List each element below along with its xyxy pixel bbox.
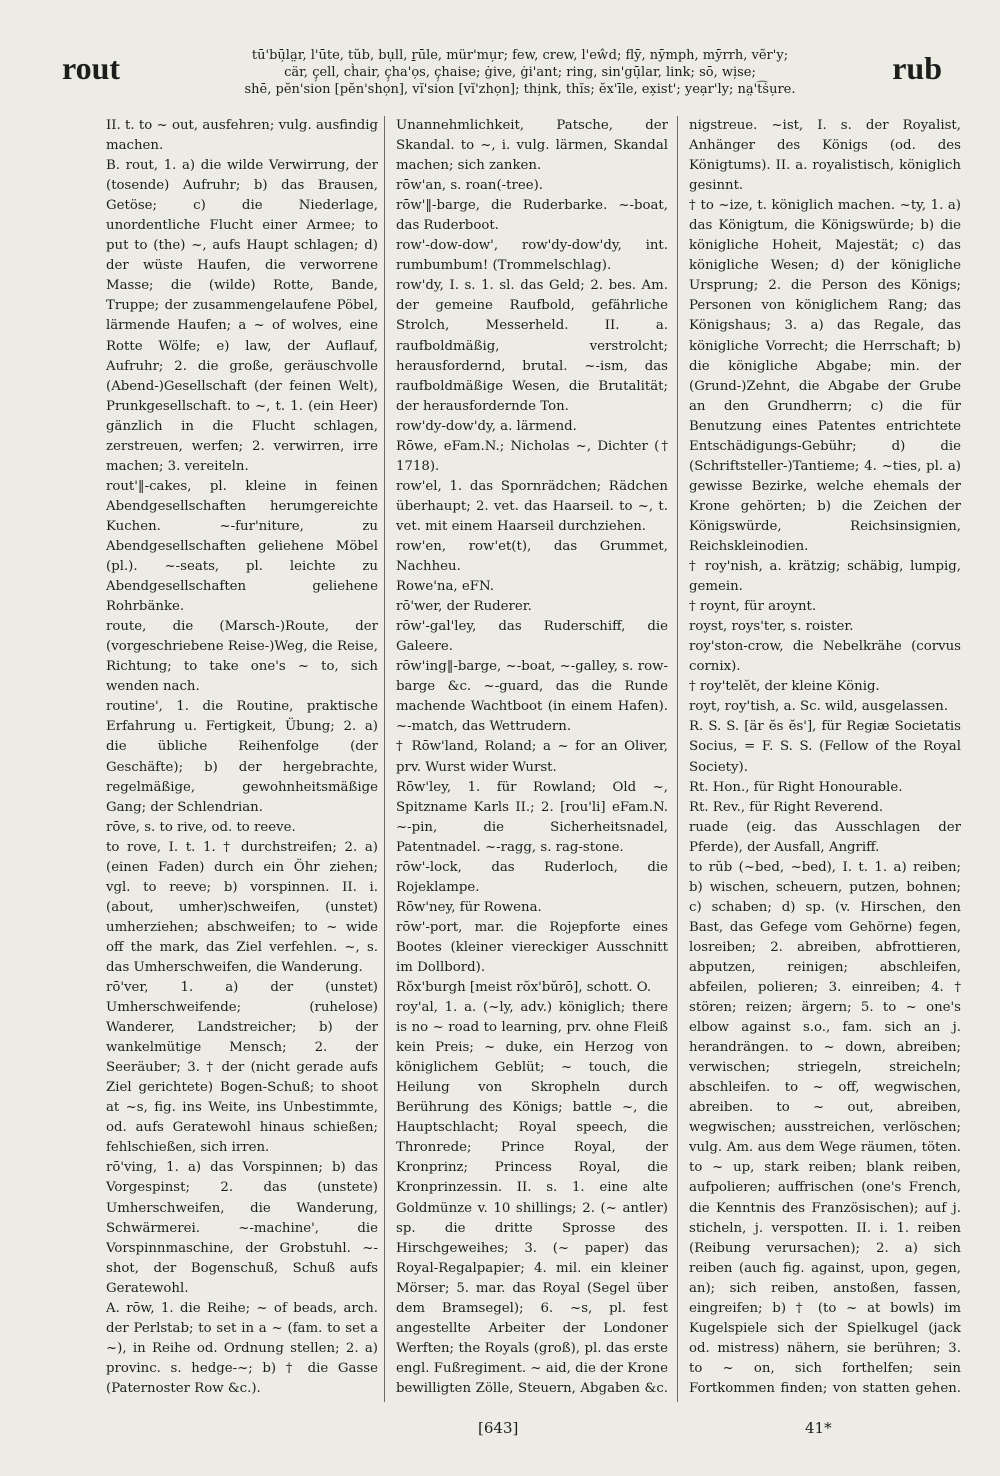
- dictionary-entry: roy'ston-crow, die Nebelkrähe (corvus cornix).: [689, 639, 961, 675]
- dictionary-entry: routine', 1. die Routine, praktische Erfahrung u. Fertigkeit, Übung; 2. a) die übliche Reihenfolge (der Geschäfte); b) der hergebrachte, regelmäßige, gewohnheitsmäßige Gang; der Schlendrian.: [106, 699, 378, 815]
- dictionary-entry: rō'ver, 1. a) der (unstet) Umherschweifende; (ruhelose) Wanderer, Landstreicher; b) der wankelmütige Mensch; 2. der Seeräuber; 3. † der (nicht gerade aufs Ziel gerichtete) Bogen-Schuß; to shoot at ~s, fig. ins Weite, ins Unbestimmte, od. aufs Geratewohl hinaus schießen; fehlschießen, sich irren.: [106, 980, 378, 1156]
- dictionary-entry: R. S. S. [är ĕs ĕs'], für Regiæ Societatis Socius, = F. S. S. (Fellow of the Royal Society).: [689, 719, 961, 775]
- dictionary-entry: royt, roy'tish, a. Sc. wild, ausgelassen.: [689, 699, 949, 715]
- dictionary-entry: Rt. Hon., für Right Honourable.: [689, 779, 903, 795]
- dictionary-entry: row'-dow-dow', row'dy-dow'dy, int. rumbumbum! (Trommelschlag).: [396, 238, 668, 274]
- pronunciation-line: tū'bū̦la̤r, l'ūte, tŭb, bụll, ṟūle, mür'mu̦r; few, crew, l'eŵd; flȳ, nȳmph, mȳrrh, vẽr'y;: [251, 48, 789, 63]
- guide-word-left: rout: [62, 50, 121, 86]
- guide-word-right: rub: [892, 50, 942, 86]
- dictionary-entry: † roy'telĕt, der kleine König.: [689, 679, 880, 695]
- dictionary-entry: rōw'-port, mar. die Rojepforte eines Bootes (kleiner viereckiger Ausschnitt im Dollbord).: [396, 919, 668, 975]
- dictionary-entry: rōw'an, s. roan(-tree).: [396, 178, 544, 194]
- dictionary-entry: B. rout, 1. a) die wilde Verwirrung, der (tosende) Aufruhr; b) das Brausen, Getöse; c) die Niederlage, unordentliche Flucht einer Armee; to put to (the) ~, aufs Haupt schlagen; d) der wüste Haufen, die verworrene Masse; die (wilde) Rotte, Bande, Truppe; der zusammengelaufene Pöbel, lärmende Haufen; a ~ of wolves, eine Rotte Wölfe; e) law, der Auflauf, Aufruhr; 2. die große, geräuschvolle (Abend-)Gesellschaft (der feinen Welt), Prunkgesellschaft. to ~, t. 1. (ein Heer) gänzlich in die Flucht schlagen, zerstreuen, werfen; 2. verwirren, irre machen; 3. vereiteln.: [106, 158, 378, 474]
- dictionary-entry: rōw'ing‖-barge, ~-boat, ~-galley, s. row-barge &c. ~-guard, das die Runde machende Wachtboot (in einem Hafen). ~-match, das Wettrudern.: [396, 659, 668, 735]
- dictionary-entry: rōw'‖-barge, die Ruderbarke. ~-boat, das Ruderboot.: [396, 198, 668, 234]
- dictionary-entry: roy'al, 1. a. (~ly, adv.) königlich; there is no ~ road to learning, prv. ohne Fleiß kein Preis; ~ duke, ein Herzog von königlichem Geblüt; ~ touch, die Heilung von Skropheln durch Berührung des Königs; battle ~, die Hauptschlacht; Royal speech, die Thronrede; Prince Royal, der Kronprinz; Princess Royal, die Kronprinzessin. II. s. 1. eine alte Goldmünze v. 10 shillings; 2. (~ antler) sp. die dritte Sprosse des Hirschgeweihes; 3. (~ paper) das Royal-Regalpapier; 4. mil. ein kleiner Mörser; 5. mar. das Royal (Segel über dem Bramsegel); 6. ~s, pl. fest angestellte Arbeiter der Londoner Werften; the Royals (groß), pl. das erste engl. Fußregiment. ~ aid, die der Krone bewilligten Zölle, Steuern, Abgaben &c.: [396, 1000, 668, 1396]
- dictionary-entry: Rōw'ley, 1. für Rowland; Old ~, Spitzname Karls II.; 2. [rou'li] eFam.N. ~-pin, die Sicherheitsnadel, Patentnadel. ~-ragg, s. rag-stone.: [396, 779, 668, 855]
- dictionary-entry: nigstreue. ~ist, I. s. der Royalist, Anhänger des Königs (od. des Königtums). II. a. royalistisch, königlich gesinnt.: [689, 118, 961, 194]
- dictionary-entry: † roynt, für aroynt.: [689, 599, 817, 615]
- dictionary-entry: rō'ving, 1. a) das Vorspinnen; b) das Vorgespinst; 2. das (unstete) Umherschweifen, die Wanderung, Schwärmerei. ~-machine', die Vorspinnmaschine, der Grobstuhl. ~-shot, der Bogenschuß, Schuß aufs Geratewohl.: [106, 1160, 378, 1296]
- dictionary-entry: to rove, I. t. 1. † durchstreifen; 2. a) (einen Faden) durch ein Öhr ziehen; vgl. to reeve; b) vorspinnen. II. i. (about, umher)schweifen, (unstet) umherziehen; abschweifen; to ~ wide off the mark, das Ziel verfehlen. ~, s. das Umherschweifen, die Wanderung.: [106, 839, 378, 975]
- column-3: [689, 116, 961, 1396]
- dictionary-entry: to rŭb (~bed, ~bed), I. t. 1. a) reiben; b) wischen, scheuern, putzen, bohnen; c) schaben; d) sp. (v. Hirschen, den Bast, das Gefege vom Gehörne) fegen, losreiben; 2. abreiben, abfrottieren, abputzen, reinigen; abschleifen, abfeilen, polieren; 3. einreiben; 4. † stören; reizen; ärgern; 5. to ~ one's elbow against s.o., fam. sich an j. herandrängen. to ~ down, abreiben; verwischen; striegeln, streicheln; abschleifen. to ~ off, wegwischen, abreiben. to ~ out, abreiben, wegwischen; ausstreichen, verlöschen; vulg. Am. aus dem Wege räumen, töten. to ~ up, stark reiben; blank reiben, aufpolieren; auffrischen (one's French, die Kenntnis des Französischen); auf j. sticheln, j. verspotten. II. i. 1. reiben (Reibung verursachen); 2. a) sich reiben (auch fig. against, upon, gegen, an); sich reiben, anstoßen, fassen, eingreifen; b) † (to ~ at bowls) im Kugelspiele sich der Spielkugel (jack od. mistress) nähern, sie berühren; 3. to ~ on, sich forthelfen; sein Fortkommen finden; von statten gehen.: [689, 859, 961, 1396]
- dictionary-entry: rōw'-lock, das Ruderloch, die Rojeklampe.: [396, 859, 668, 895]
- dictionary-entry: route, die (Marsch-)Route, der (vorgeschriebene Reise-)Weg, die Reise, Richtung; to take one's ~ to, sich wenden nach.: [106, 619, 378, 695]
- pronunciation-line: shē, pĕn'sion [pĕn'sho̦n], vĭ'sion [vĭ'zho̦n]; thi̦nk, thĭs; ĕx'īle, ex̦ist'; yea̦r'ly; na̤'t͡ṡu̦re.: [244, 82, 796, 97]
- dictionary-entry: ruade (eig. das Ausschlagen der Pferde), der Ausfall, Angriff.: [689, 819, 961, 855]
- dictionary-entry: rōve, s. to rive, od. to reeve.: [106, 819, 296, 835]
- dictionary-entry: † Rōw'land, Roland; a ~ for an Oliver, prv. Wurst wider Wurst.: [396, 739, 668, 775]
- pronunciation-line: cär, ç̦ell, ch̀air, ç̦ha'o̦s, ç̦haise; ġive, ġi'ant; ring, sin'gū̦lar, link; sō, wi̦se;: [284, 65, 756, 80]
- dictionary-entry: row'dy, I. s. 1. sl. das Geld; 2. bes. Am. der gemeine Raufbold, gefährliche Strolch, Messerheld. II. a. raufboldmäßig, verstrolcht; herausfordernd, brutal. ~-ism, das raufboldmäßige Wesen, die Brutalität; der herausfordernde Ton.: [396, 278, 668, 414]
- dictionary-entry: Rowe'na, eFN.: [396, 579, 494, 595]
- dictionary-entry: Rōw'ney, für Rowena.: [396, 899, 542, 915]
- dictionary-entry: row'en, row'et(t), das Grummet, Nachheu.: [396, 538, 668, 575]
- column-1: [106, 116, 378, 1396]
- dictionary-entry: Rŏx'burgh [meist rŏx'bŭrō], schott. O.: [396, 980, 652, 996]
- dictionary-entry: Unannehmlichkeit, Patsche, der Skandal. to ~, i. vulg. lärmen, Skandal machen; sich zanken.: [396, 118, 668, 174]
- dictionary-entry: † to ~ize, t. königlich machen. ~ty, 1. a) das Königtum, die Königswürde; b) die königliche Hoheit, Majestät; c) das königliche Wesen; d) der königliche Ursprung; 2. die Person des Königs; Personen von königlichem Rang; das Königshaus; 3. a) das Regale, das königliche Vorrecht; die Herrschaft; b) die königliche Abgabe; min. der (Grund-)Zehnt, die Abgabe der Grube an den Grundherrn; c) die für Benutzung eines Patentes entrichtete Entschädigungs-Gebühr; d) die (Schriftsteller-)Tantieme; 4. ~ties, pl. a) gewisse Bezirke, welche ehemals der Krone gehörten; b) die Zeichen der Königswürde, Reichsinsignien, Reichskleinodien.: [689, 198, 961, 554]
- dictionary-entry: Rōwe, eFam.N.; Nicholas ~, Dichter († 1718).: [396, 438, 668, 474]
- column-2: [396, 116, 668, 1396]
- dictionary-entry: Rt. Rev., für Right Reverend.: [689, 799, 884, 815]
- pronunciation-key: [225, 47, 815, 98]
- dictionary-entry: row'dy-dow'dy, a. lärmend.: [396, 418, 577, 434]
- dictionary-entry: rout'‖-cakes, pl. kleine in feinen Abendgesellschaften herumgereichte Kuchen. ~-fur'niture, zu Abendgesellschaften geliehene Möbel (pl.). ~-seats, pl. leichte zu Abendgesellschaften geliehene Rohrbänke.: [106, 478, 378, 615]
- page-number: [643]: [478, 1419, 519, 1437]
- dictionary-entry: rō'wer, der Ruderer.: [396, 599, 532, 615]
- dictionary-entry: † roy'nish, a. krätzig; schäbig, lumpig, gemein.: [689, 559, 961, 595]
- entry-columns: [106, 116, 961, 1396]
- dictionary-entry: II. t. to ~ out, ausfehren; vulg. ausfindig machen.: [106, 118, 378, 154]
- dictionary-entry: A. rōw, 1. die Reihe; ~ of beads, arch. der Perlstab; to set in a ~ (fam. to set a ~), in Reihe od. Ordnung stellen; 2. a) provinc. s. hedge-~; b) † die Gasse (Paternoster Row &c.).: [106, 1300, 378, 1396]
- dictionary-entry: row'el, 1. das Spornrädchen; Rädchen überhaupt; 2. vet. das Haarseil. to ~, t. vet. mit einem Haarseil durchziehen.: [396, 478, 668, 534]
- signature-mark: 41*: [805, 1419, 832, 1437]
- dictionary-entry: royst, roys'ter, s. roister.: [689, 619, 854, 635]
- dictionary-entry: rōw'-gal'ley, das Ruderschiff, die Galeere.: [396, 619, 668, 655]
